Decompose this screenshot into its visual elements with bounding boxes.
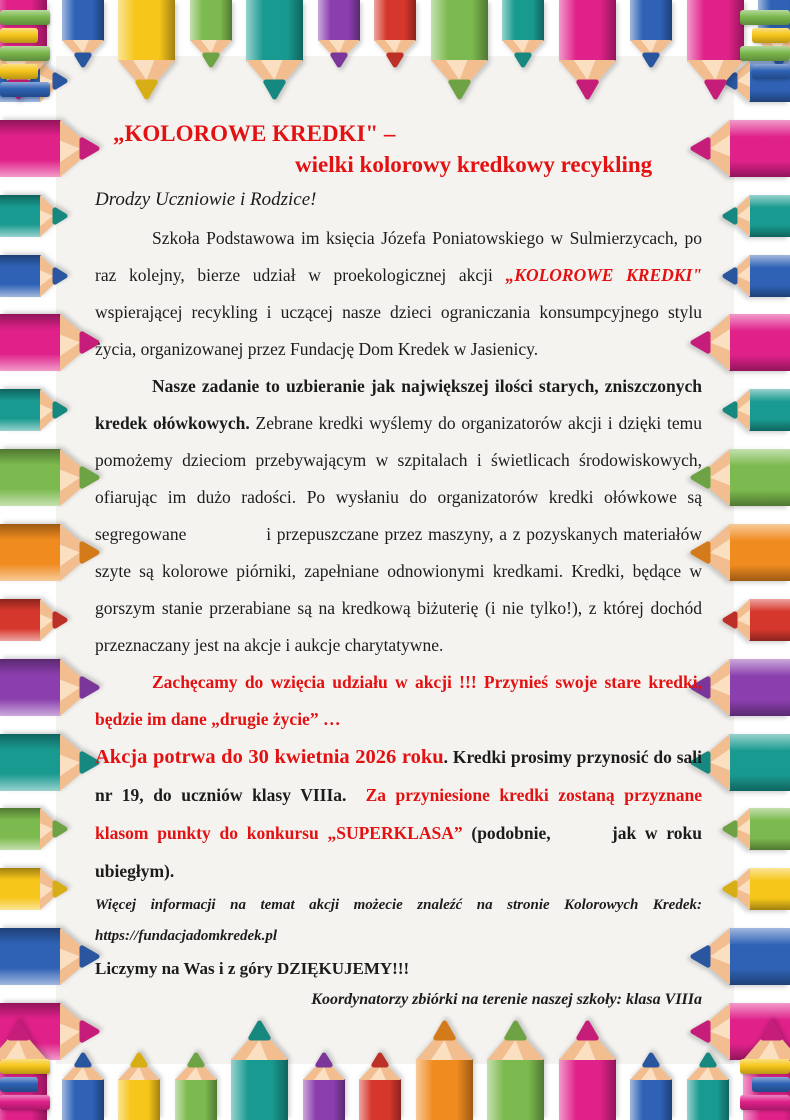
pencil-icon bbox=[118, 1052, 160, 1120]
paragraph-more-info-text: Więcej informacji na temat akcji możecie znaleźć na stronie Kolorowych Kredek: bbox=[95, 897, 702, 913]
pencil-icon bbox=[62, 1052, 104, 1120]
pencil-icon bbox=[303, 1052, 345, 1120]
pencil-icon bbox=[0, 868, 42, 936]
paragraph-encouragement-text: Zachęcamy do wzięcia udziału w akcji !!! Przynieś swoje stare kredki, będzie im dane „drugie życie” … bbox=[95, 672, 702, 729]
pencil-icon bbox=[118, 0, 175, 100]
paragraph-encouragement bbox=[95, 664, 702, 738]
page-title-text: „KOLOROWE KREDKI" – bbox=[113, 121, 396, 146]
coordinators-note-text: Koordynatorzy zbiórki na terenie naszej szkoły: klasa VIIIa bbox=[311, 991, 702, 1008]
pencil-corner-bar bbox=[0, 1059, 50, 1074]
pencil-corner-bar bbox=[0, 1095, 50, 1110]
paragraph-deadline bbox=[95, 738, 702, 890]
pencil-corner-bar bbox=[752, 1077, 790, 1092]
document-body bbox=[95, 118, 702, 1015]
paragraph-deadline-text: (podobnie, jak w roku ubiegłym). bbox=[95, 823, 702, 881]
pencil-icon bbox=[374, 0, 416, 68]
pencil-corner-bar bbox=[0, 82, 50, 97]
pencil-icon bbox=[0, 255, 42, 323]
pencil-icon bbox=[231, 1020, 288, 1120]
paragraph-deadline-text: Za przyniesione kredki zostaną przyznane klasom punkty do konkursu „SUPERKLASA” bbox=[95, 785, 702, 843]
pencil-corner-bar bbox=[752, 28, 790, 43]
pencil-icon bbox=[359, 1052, 401, 1120]
pencil-icon bbox=[722, 599, 764, 667]
pencil-corner-bar bbox=[0, 28, 38, 43]
pencil-corner-bar bbox=[0, 46, 50, 61]
salutation bbox=[95, 180, 702, 220]
pencil-icon bbox=[722, 808, 764, 876]
pencil-corner-bar bbox=[0, 64, 38, 79]
pencil-icon bbox=[687, 1052, 729, 1120]
closing-thanks bbox=[95, 952, 702, 985]
pencil-icon bbox=[246, 0, 303, 100]
pencil-icon bbox=[431, 0, 488, 100]
pencil-icon bbox=[0, 808, 42, 876]
paragraph-task bbox=[95, 368, 702, 664]
paragraph-deadline-text: Akcja potrwa do 30 kwietnia 2026 roku bbox=[95, 746, 444, 768]
pencil-icon bbox=[487, 1020, 544, 1120]
closing-thanks-text: Liczymy na Was i z góry DZIĘKUJEMY!!! bbox=[95, 959, 410, 978]
pencil-corner-bar bbox=[740, 46, 790, 61]
pencil-icon bbox=[722, 195, 764, 263]
pencil-icon bbox=[722, 868, 764, 936]
pencil-corner-bar bbox=[740, 1059, 790, 1074]
pencil-icon bbox=[722, 255, 764, 323]
paragraph-school-intro bbox=[95, 220, 702, 368]
pencil-icon bbox=[559, 1020, 616, 1120]
pencil-corner-bar bbox=[0, 10, 50, 25]
pencil-corner-bar bbox=[740, 10, 790, 25]
pencil-icon bbox=[62, 0, 104, 68]
paragraph-school-intro-text: wspierającej recykling i uczącej nasze dzieci ograniczania konsumpcyjnego stylu życia, organizowanej przez Fundację Dom Kredek w Jasienicy. bbox=[95, 302, 702, 359]
paragraph-task-text: Zebrane kredki wyślemy do organizatorów akcji i dzięki temu pomożemy dzieciom przebywającym w szpitalach i świetlicach środowiskowych, ofiarując im dużo radości. Po wysłaniu do organizatorów kredki ołówkowe są segregowane i przepuszczane przez maszyny, a z pozyskanych materiałów szyte są kolorowe piórniki, zapełniane odnowionymi kredkami. Kredki, będące w gorszym stanie przerabiane są na kredkową biżuterię (i nie tylko!), z której dochód przeznaczany jest na akcje i aukcje charytatywne. bbox=[95, 413, 702, 655]
page-subtitle-text: wielki kolorowy kredkowy recykling bbox=[295, 152, 653, 177]
page-title bbox=[95, 118, 702, 149]
pencil-icon bbox=[318, 0, 360, 68]
pencil-icon bbox=[630, 1052, 672, 1120]
pencil-icon bbox=[687, 0, 744, 100]
paragraph-more-info bbox=[95, 890, 702, 952]
paragraph-deadline-text: . Kredki prosimy przynosić do sali nr 19, do uczniów klasy VIIIa. bbox=[95, 747, 702, 805]
pencil-corner-bar bbox=[752, 64, 790, 79]
coordinators-note bbox=[95, 985, 702, 1015]
paragraph-school-intro-text: „KOLOROWE KREDKI" bbox=[505, 265, 702, 285]
pencil-icon bbox=[502, 0, 544, 68]
foundation-url: https://fundacjadomkredek.pl bbox=[95, 928, 278, 944]
pencil-icon bbox=[0, 195, 42, 263]
page-subtitle bbox=[95, 149, 702, 180]
pencil-icon bbox=[559, 0, 616, 100]
pencil-icon bbox=[416, 1020, 473, 1120]
pencil-icon bbox=[722, 389, 764, 457]
pencil-icon bbox=[175, 1052, 217, 1120]
pencil-icon bbox=[0, 599, 42, 667]
pencil-icon bbox=[0, 389, 42, 457]
pencil-icon bbox=[190, 0, 232, 68]
pencil-corner-bar bbox=[740, 1095, 790, 1110]
salutation-text: Drodzy Uczniowie i Rodzice! bbox=[95, 189, 317, 210]
pencil-corner-bar bbox=[0, 1077, 38, 1092]
paragraph-task-text: Nasze zadanie to uzbieranie jak największej ilości starych, zniszczonych kredek ołówkowych. bbox=[95, 376, 702, 433]
pencil-icon bbox=[630, 0, 672, 68]
paragraph-school-intro-text: Szkoła Podstawowa im księcia Józefa Poniatowskiego w Sulmierzycach, po raz kolejny, bierze udział w proekologicznej akcji bbox=[95, 228, 702, 285]
